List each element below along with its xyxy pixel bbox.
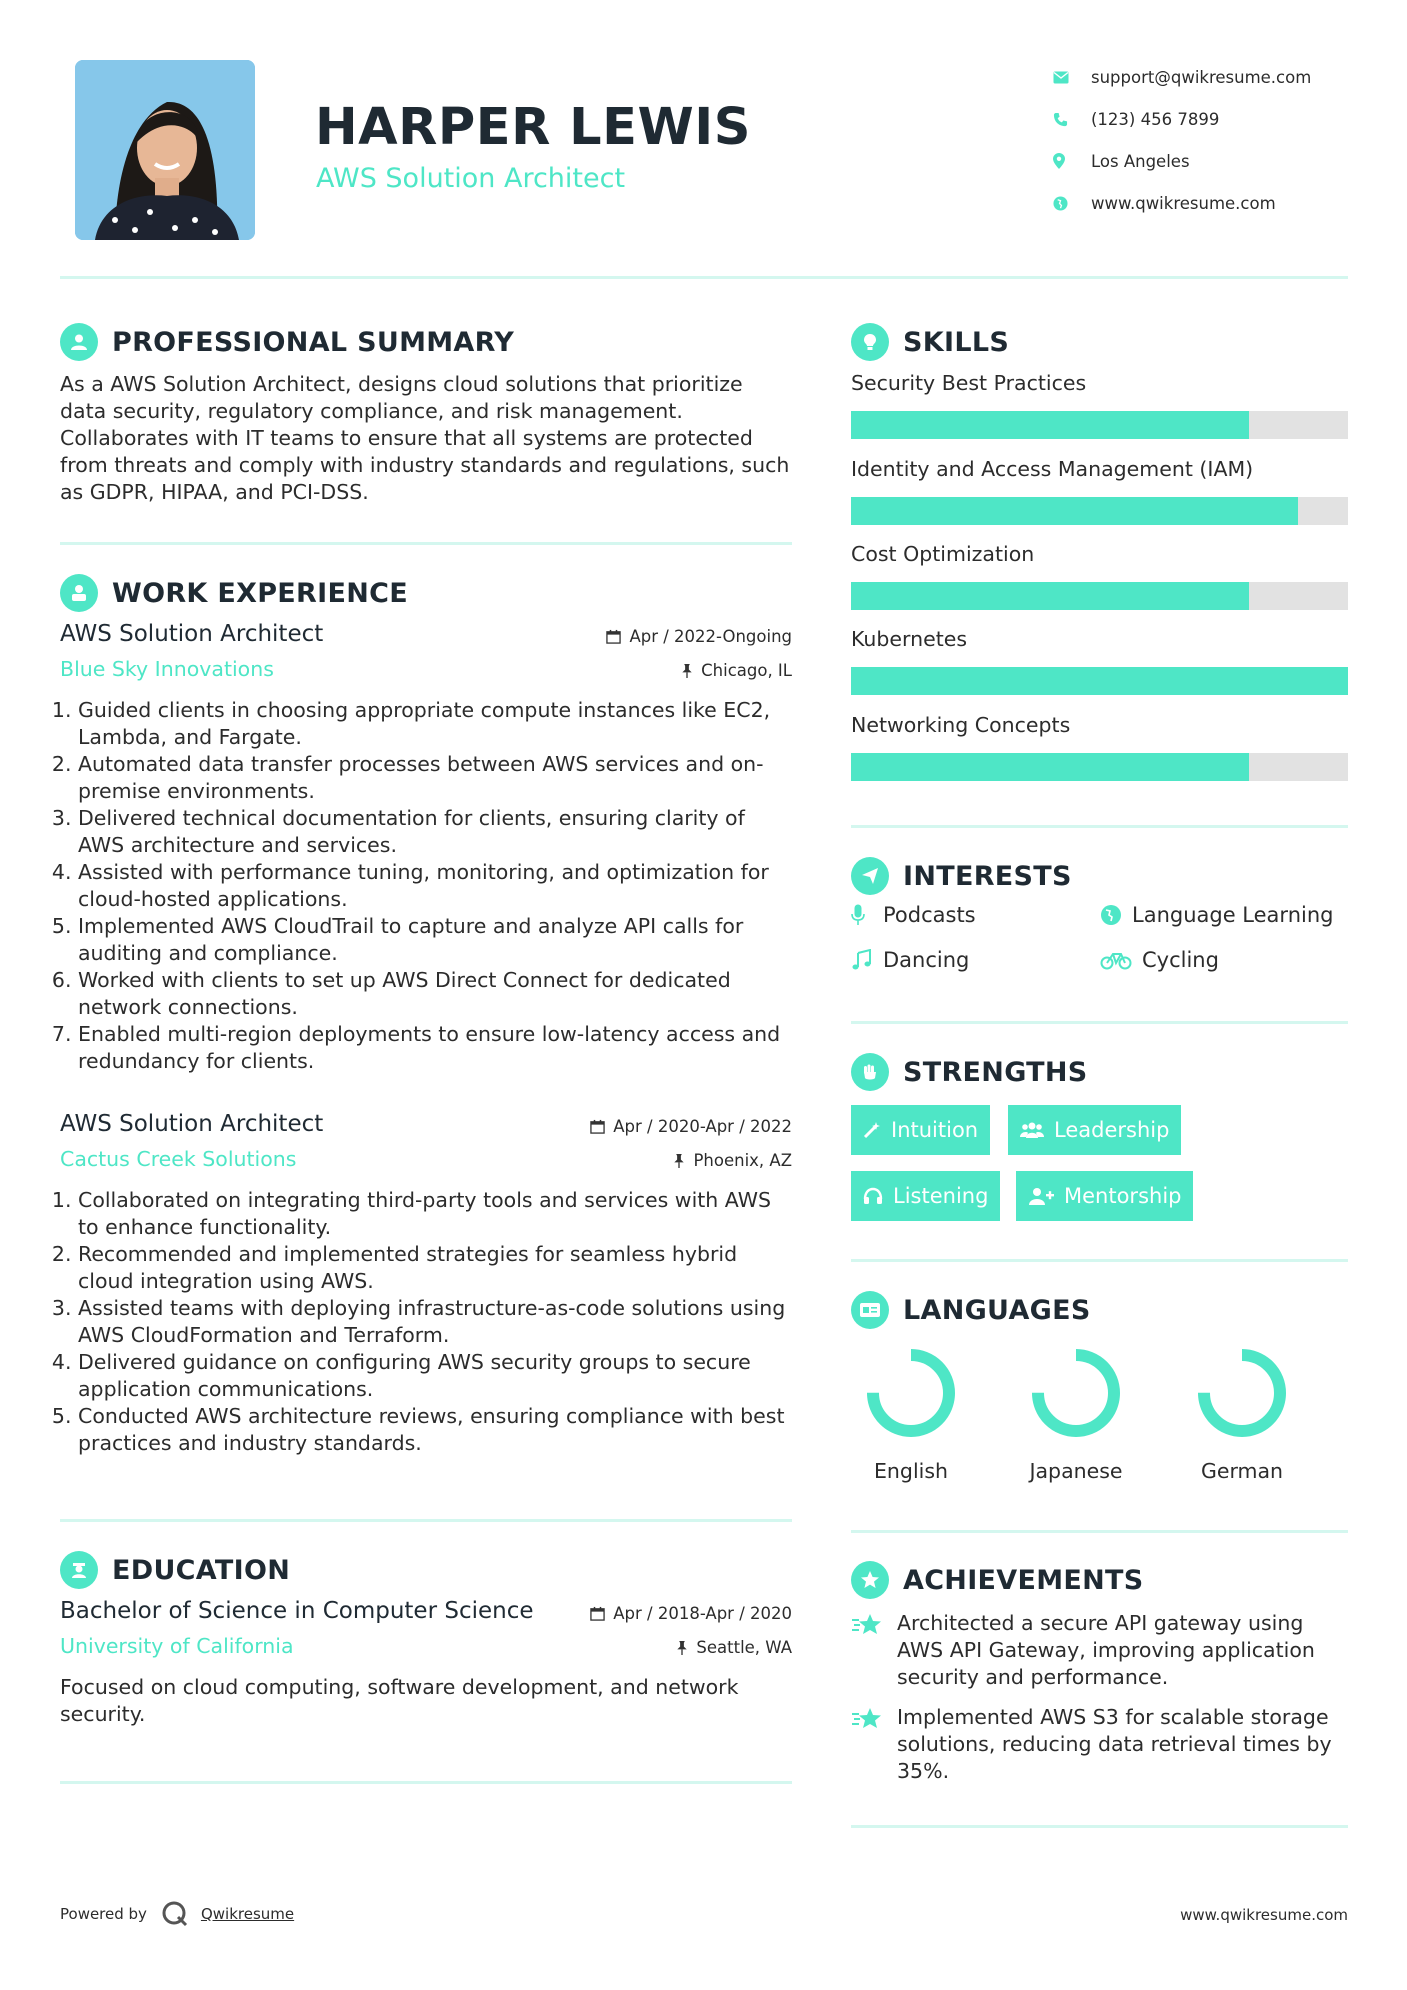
- music-note-icon: [851, 949, 883, 971]
- strength-badge: [1016, 1171, 1193, 1221]
- achievements-divider: [851, 1825, 1348, 1828]
- interest-label: Language Learning: [1132, 903, 1334, 927]
- skill-item: [851, 713, 1348, 781]
- strengths-divider: [851, 1259, 1348, 1262]
- pushpin-icon: [673, 1153, 685, 1168]
- duty-item: 5. Conducted AWS architecture reviews, ensuring compliance with best practices and industry standards.: [78, 1403, 792, 1457]
- skill-label: Cost Optimization: [851, 542, 1035, 566]
- qwikresume-logo-icon: [161, 1900, 189, 1928]
- achievement-text: Implemented AWS S3 for scalable storage solutions, reducing data retrieval times by 35%.: [897, 1705, 1332, 1783]
- education-dates: [590, 1604, 792, 1623]
- job-location-text: Phoenix, AZ: [693, 1151, 792, 1170]
- skill-bar-track: [851, 411, 1348, 439]
- star-badge-icon: [851, 1561, 889, 1599]
- achievements-heading: [851, 1561, 1144, 1599]
- contact-location: [1053, 140, 1311, 182]
- contact-website[interactable]: [1053, 182, 1311, 224]
- graduate-icon: [60, 1551, 98, 1589]
- job-entry-1: [60, 621, 792, 1075]
- contact-email[interactable]: [1053, 56, 1311, 98]
- job-dates-text: Apr / 2020-Apr / 2022: [613, 1117, 792, 1136]
- duty-item: 2. Recommended and implemented strategies for seamless hybrid cloud integration using AWS.: [78, 1241, 792, 1295]
- contact-phone-text: (123) 456 7899: [1091, 109, 1220, 129]
- candidate-name: HARPER LEWIS: [315, 98, 751, 157]
- magic-wand-icon: [863, 1121, 881, 1139]
- skills-heading: [851, 323, 1009, 361]
- language-ring: [1192, 1343, 1292, 1443]
- interest-item: [851, 948, 969, 972]
- strengths-title: STRENGTHS: [903, 1056, 1088, 1088]
- skill-item: [851, 457, 1348, 525]
- globe-icon: [1053, 196, 1091, 211]
- strength-badge: [851, 1171, 1000, 1221]
- calendar-icon: [606, 629, 621, 644]
- skill-label: Networking Concepts: [851, 713, 1071, 737]
- duty-item: 7. Enabled multi-region deployments to ensure low-latency access and redundancy for clients.: [78, 1021, 792, 1075]
- work-heading: [60, 574, 408, 612]
- achievement-item: [851, 1704, 1348, 1785]
- summary-heading: [60, 323, 514, 361]
- microphone-icon: [851, 904, 883, 926]
- language-ring: [861, 1343, 961, 1443]
- interest-label: Dancing: [883, 948, 970, 972]
- strength-badge: [1008, 1105, 1181, 1155]
- powered-by-text: Powered by: [60, 1905, 147, 1923]
- education-title: EDUCATION: [112, 1554, 291, 1586]
- footer-url[interactable]: www.qwikresume.com: [1180, 1906, 1348, 1924]
- education-dates-text: Apr / 2018-Apr / 2020: [613, 1604, 792, 1623]
- education-entry: [60, 1598, 792, 1728]
- education-description: Focused on cloud computing, software development, and network security.: [60, 1675, 739, 1726]
- language-card-icon: [851, 1291, 889, 1329]
- duty-item: 1. Guided clients in choosing appropriate compute instances like EC2, Lambda, and Fargate.: [78, 697, 792, 751]
- skill-bar-fill: [851, 411, 1249, 439]
- shooting-star-icon: [851, 1704, 897, 1785]
- languages-heading: [851, 1291, 1091, 1329]
- interest-label: Cycling: [1142, 948, 1219, 972]
- contact-website-text: www.qwikresume.com: [1091, 193, 1276, 213]
- skill-bar-fill: [851, 753, 1249, 781]
- language-item: [1172, 1343, 1312, 1483]
- calendar-icon: [590, 1606, 605, 1621]
- job-location: [681, 661, 792, 680]
- lightbulb-icon: [851, 323, 889, 361]
- summary-divider: [60, 542, 792, 545]
- job-location-text: Chicago, IL: [701, 661, 792, 680]
- duty-item: 1. Collaborated on integrating third-party tools and services with AWS to enhance functionality.: [78, 1187, 792, 1241]
- work-title: WORK EXPERIENCE: [112, 577, 408, 609]
- paper-plane-icon: [851, 857, 889, 895]
- languages-title: LANGUAGES: [903, 1294, 1091, 1326]
- skill-bar-fill: [851, 497, 1298, 525]
- job-location: [673, 1151, 792, 1170]
- strength-label: Mentorship: [1064, 1184, 1182, 1208]
- degree-title: Bachelor of Science in Computer Science: [60, 1598, 534, 1624]
- portrait-image: [75, 60, 255, 240]
- job-dates: [590, 1117, 792, 1136]
- interests-title: INTERESTS: [903, 860, 1072, 892]
- contact-list: [1053, 56, 1311, 224]
- user-circle-icon: [60, 323, 98, 361]
- profile-photo: [75, 60, 255, 240]
- envelope-icon: [1053, 71, 1091, 84]
- candidate-title: AWS Solution Architect: [316, 163, 626, 194]
- skill-bar-track: [851, 497, 1348, 525]
- languages-divider: [851, 1530, 1348, 1533]
- achievement-item: [851, 1610, 1348, 1691]
- footer-brand-link[interactable]: Qwikresume: [200, 1905, 295, 1923]
- skill-label: Kubernetes: [851, 627, 968, 651]
- contact-location-text: Los Angeles: [1091, 151, 1190, 171]
- school-name: University of California: [60, 1634, 294, 1658]
- job-duties: [60, 697, 792, 1075]
- map-pin-icon: [1053, 153, 1091, 169]
- hand-fist-icon: [851, 1053, 889, 1091]
- language-label: Japanese: [1029, 1459, 1123, 1483]
- briefcase-icon: [60, 574, 98, 612]
- skill-bar-track: [851, 667, 1348, 695]
- users-icon: [1020, 1121, 1044, 1139]
- language-item: [841, 1343, 981, 1483]
- skill-item: [851, 542, 1348, 610]
- shooting-star-icon: [851, 1610, 897, 1691]
- phone-icon: [1053, 112, 1091, 127]
- skill-label: Security Best Practices: [851, 371, 1087, 395]
- job-dates-text: Apr / 2022-Ongoing: [629, 627, 792, 646]
- skills-title: SKILLS: [903, 326, 1010, 358]
- job-title: AWS Solution Architect: [60, 621, 324, 647]
- duty-item: 2. Automated data transfer processes between AWS services and on-premise environments.: [78, 751, 792, 805]
- education-heading: [60, 1551, 290, 1589]
- achievement-text: Architected a secure API gateway using AWS API Gateway, improving application security and performance.: [897, 1611, 1315, 1689]
- duty-item: 4. Assisted with performance tuning, monitoring, and optimization for cloud-hosted applications.: [78, 859, 792, 913]
- contact-email-text: support@qwikresume.com: [1091, 67, 1312, 87]
- contact-phone[interactable]: [1053, 98, 1311, 140]
- duty-item: 3. Delivered technical documentation for clients, ensuring clarity of AWS architecture and services.: [78, 805, 792, 859]
- skill-item: [851, 627, 1348, 695]
- strengths-heading: [851, 1053, 1088, 1091]
- strength-label: Intuition: [891, 1118, 979, 1142]
- globe-icon: [1100, 904, 1132, 926]
- job-duties: [60, 1187, 792, 1457]
- education-divider: [60, 1781, 792, 1784]
- strength-badge: [851, 1105, 990, 1155]
- work-divider: [60, 1519, 792, 1522]
- job-company: Cactus Creek Solutions: [60, 1147, 297, 1171]
- header-divider: [60, 276, 1348, 279]
- language-label: German: [1200, 1459, 1284, 1483]
- skill-bar-track: [851, 753, 1348, 781]
- footer-powered-by: [60, 1900, 294, 1928]
- skill-bar-fill: [851, 582, 1249, 610]
- interests-heading: [851, 857, 1072, 895]
- job-entry-2: [60, 1111, 792, 1457]
- calendar-icon: [590, 1119, 605, 1134]
- job-company: Blue Sky Innovations: [60, 657, 274, 681]
- skill-label: Identity and Access Management (IAM): [851, 457, 1254, 481]
- education-location: [676, 1638, 792, 1657]
- skill-bar-fill: [851, 667, 1348, 695]
- headphones-icon: [863, 1187, 883, 1205]
- skill-item: [851, 371, 1348, 439]
- pushpin-icon: [676, 1640, 688, 1655]
- pushpin-icon: [681, 663, 693, 678]
- language-item: [1006, 1343, 1146, 1483]
- summary-text: As a AWS Solution Architect, designs cloud solutions that prioritize data security, regulatory compliance, and risk management. Collaborates with IT teams to ensure that all systems are protected from threats and comply with industry standards and regulations, such as GDPR, HIPAA, and PCI-DSS.: [60, 372, 790, 504]
- skills-divider: [851, 825, 1348, 828]
- interest-label: Podcasts: [883, 903, 976, 927]
- duty-item: 4. Delivered guidance on configuring AWS security groups to secure application communications.: [78, 1349, 792, 1403]
- achievements-title: ACHIEVEMENTS: [903, 1564, 1144, 1596]
- interest-item: [1100, 948, 1219, 972]
- education-location-text: Seattle, WA: [696, 1638, 792, 1657]
- summary-title: PROFESSIONAL SUMMARY: [112, 326, 515, 358]
- duty-item: 3. Assisted teams with deploying infrastructure-as-code solutions using AWS CloudFormation and Terraform.: [78, 1295, 792, 1349]
- interest-item: [851, 903, 976, 927]
- duty-item: 5. Implemented AWS CloudTrail to capture and analyze API calls for auditing and compliance.: [78, 913, 792, 967]
- user-plus-icon: [1028, 1187, 1054, 1205]
- bicycle-icon: [1100, 950, 1142, 970]
- job-title: AWS Solution Architect: [60, 1111, 324, 1137]
- strength-label: Leadership: [1054, 1118, 1170, 1142]
- duty-item: 6. Worked with clients to set up AWS Direct Connect for dedicated network connections.: [78, 967, 792, 1021]
- language-label: English: [873, 1459, 949, 1483]
- skill-bar-track: [851, 582, 1348, 610]
- interests-divider: [851, 1021, 1348, 1024]
- language-ring: [1026, 1343, 1126, 1443]
- job-dates: [606, 627, 792, 646]
- interest-item: [1100, 903, 1333, 927]
- strength-label: Listening: [893, 1184, 989, 1208]
